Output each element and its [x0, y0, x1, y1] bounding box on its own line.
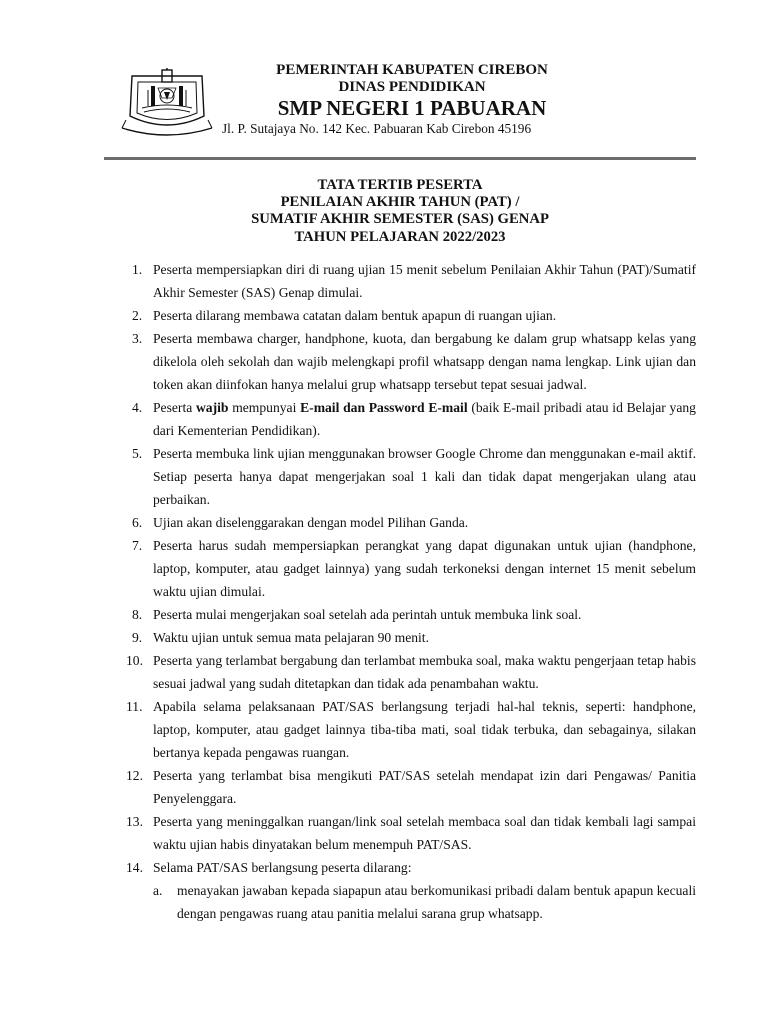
sub-rule-letter: a. — [153, 883, 163, 898]
sub-rule-text: menayakan jawaban kepada siapapun atau berkomunikasi pribadi dalam bentuk apapun kecuali dengan pengawas ruang atau panitia melalui sarana grup whatsapp. — [177, 883, 696, 921]
rule-number: 1. — [132, 262, 143, 277]
title-line-4: TAHUN PELAJARAN 2022/2023 — [294, 228, 506, 245]
rule-item — [104, 258, 696, 304]
rule-item — [104, 327, 696, 396]
rule-number: 3. — [132, 331, 143, 346]
title-line-2: PENILAIAN AKHIR TAHUN (PAT) / — [280, 194, 520, 211]
rule-item — [104, 764, 696, 810]
school-address: Jl. P. Sutajaya No. 142 Kec. Pabuaran Kab Cirebon 45196 — [222, 121, 532, 136]
rule-item — [104, 442, 696, 511]
rule-text: Peserta membawa charger, handphone, kuota, dan bergabung ke dalam grup whatsapp kelas yang dikelola oleh sekolah dan wajib melengkapi profil whatsapp dengan nama lengkap. Link ujian dan token akan diinfokan hanya melalui grup whatsapp tersebut tepat sesuai jadwal. — [153, 331, 696, 392]
rule-item — [104, 626, 696, 649]
rule-emphasis: E-mail dan Password E-mail — [300, 400, 468, 415]
rule-number: 10. — [126, 653, 143, 668]
department-name: DINAS PENDIDIKAN — [338, 78, 486, 95]
rule-text-post: (baik E-mail pribadi atau id Belajar yang dari Kementerian Pendidikan). — [153, 400, 696, 438]
rule-text: Ujian akan diselenggarakan dengan model Pilihan Ganda. — [153, 515, 469, 530]
rule-text: Peserta yang meninggalkan ruangan/link soal setelah membaca soal dan tidak kembali lagi sampai waktu ujian habis dinyatakan belum menempuh PAT/SAS. — [153, 814, 696, 852]
rule-number: 4. — [132, 400, 143, 415]
rule-text: Peserta mempersiapkan diri di ruang ujian 15 menit sebelum Penilaian Akhir Tahun (PAT)/Sumatif Akhir Semester (SAS) Genap dimulai. — [153, 262, 696, 300]
rule-item — [104, 396, 696, 442]
rule-text: Waktu ujian untuk semua mata pelajaran 90 menit. — [153, 630, 429, 645]
rules-list — [104, 258, 696, 925]
rule-item — [104, 511, 696, 534]
school-name: SMP NEGERI 1 PABUARAN — [277, 95, 547, 120]
rule-item — [104, 810, 696, 856]
rule-item — [104, 534, 696, 603]
rule-text-mid: mempunyai — [228, 400, 301, 415]
rule-number: 14. — [126, 860, 143, 875]
rule-number: 5. — [132, 446, 143, 461]
title-line-1: TATA TERTIB PESERTA — [317, 177, 483, 193]
rule-number: 9. — [132, 630, 143, 645]
government-name: PEMERINTAH KABUPATEN CIREBON — [276, 62, 548, 78]
prohibited-list — [153, 879, 696, 925]
rule-text: Peserta harus sudah mempersiapkan perangkat yang dapat digunakan untuk ujian (handphone, laptop, komputer, atau gadget lainnya) yang sudah terkoneksi dengan internet 15 menit sebelum waktu ujian dimulai. — [153, 538, 696, 599]
rule-item — [104, 695, 696, 764]
rule-item — [104, 603, 696, 626]
rule-text: Peserta mulai mengerjakan soal setelah ada perintah untuk membuka link soal. — [153, 607, 582, 622]
rule-text: Peserta yang terlambat bisa mengikuti PAT/SAS setelah mendapat izin dari Pengawas/ Panitia Penyelenggara. — [153, 768, 696, 806]
prohibited-item — [153, 879, 696, 925]
rule-text: Peserta membuka link ujian menggunakan browser Google Chrome dan menggunakan e-mail aktif. Setiap peserta hanya dapat mengerjakan soal 1 kali dan tidak dapat mengerjakan ulang atau perbaikan. — [153, 446, 696, 507]
regency-emblem-logo — [118, 68, 216, 140]
rule-item — [104, 856, 696, 925]
rule-item — [104, 649, 696, 695]
rule-item — [104, 304, 696, 327]
rule-number: 2. — [132, 308, 143, 323]
rule-number: 7. — [132, 538, 143, 553]
rule-number: 13. — [126, 814, 143, 829]
rule-number: 12. — [126, 768, 143, 783]
rule-text: Apabila selama pelaksanaan PAT/SAS berlangsung terjadi hal-hal teknis, seperti: handphone, laptop, komputer, atau gadget lainnya tiba-tiba mati, soal tidak terbuka, dan sebagainya, silakan bertanya kepada pengawas ruangan. — [153, 699, 696, 760]
rule-text: Peserta dilarang membawa catatan dalam bentuk apapun di ruangan ujian. — [153, 308, 557, 323]
rule-emphasis: wajib — [195, 400, 229, 415]
document-title — [104, 177, 696, 246]
letterhead-divider — [104, 157, 696, 160]
rule-number: 6. — [132, 515, 143, 530]
letterhead — [222, 62, 602, 120]
rule-text: Selama PAT/SAS berlangsung peserta dilarang: — [153, 860, 412, 875]
rule-text-pre: Peserta — [153, 400, 196, 415]
rule-text: Peserta yang terlambat bergabung dan terlambat membuka soal, maka waktu pengerjaan tetap habis sesuai jadwal yang sudah ditetapkan dan tidak ada penambahan waktu. — [153, 653, 696, 691]
title-line-3: SUMATIF AKHIR SEMESTER (SAS) GENAP — [251, 211, 549, 228]
rule-number: 11. — [126, 699, 143, 714]
rule-number: 8. — [132, 607, 143, 622]
